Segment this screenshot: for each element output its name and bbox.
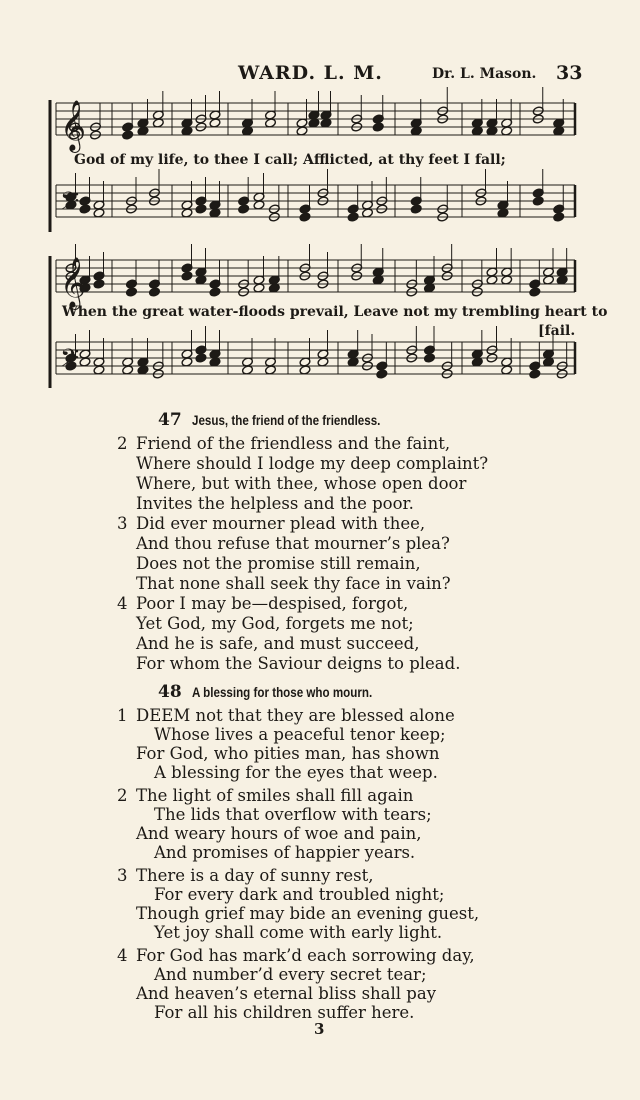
stanza-number: 2 (117, 434, 128, 453)
composer-credit: Dr. L. Mason. (432, 66, 537, 82)
note-head (238, 204, 250, 214)
verse-line: For whom the Saviour deigns to plead. (136, 654, 461, 673)
stanza-number: 1 (117, 706, 128, 725)
lyric-line-2-turnover: [fail. (538, 323, 576, 339)
note-head (126, 287, 138, 297)
verse-line: Where should I lodge my deep complaint? (136, 454, 489, 473)
verse-line: And thou refuse that mourner’s plea? (136, 534, 450, 553)
stanza-number: 4 (117, 946, 128, 965)
verse-line: For all his children suffer here. (154, 1003, 415, 1022)
note-head (424, 353, 436, 363)
hymn-number: 47 (158, 410, 182, 430)
note-head (195, 353, 207, 363)
hymn-number: 48 (158, 682, 182, 702)
note-head (376, 369, 388, 379)
bass-clef-icon: 𝄢 (60, 187, 80, 222)
hymn-heading (158, 682, 401, 702)
note-head (410, 204, 422, 214)
lyric-line-2: When the great water-floods prevail, Leave not my trembling heart to (62, 304, 608, 320)
verse-line: And heaven’s eternal bliss shall pay (136, 984, 437, 1003)
stanza-number: 2 (117, 786, 128, 805)
signature-mark: 3 (314, 1020, 325, 1038)
verse-line: That none shall seek thy face in vain? (136, 574, 451, 593)
stanza-number: 3 (117, 866, 128, 885)
verse-line: Poor I may be—despised, forgot, (136, 594, 409, 613)
verse-line: And promises of happier years. (154, 843, 416, 862)
note-head (529, 287, 541, 297)
note-head (79, 204, 91, 214)
verse-line: And weary hours of woe and pain, (136, 824, 422, 843)
verse-line: Yet joy shall come with early light. (154, 923, 443, 942)
note-head (299, 212, 311, 222)
verse-line: The lids that overflow with tears; (154, 805, 432, 824)
note-head (93, 279, 105, 289)
note-head (181, 271, 193, 281)
verse-line: For God, who pities man, has shown (136, 744, 440, 763)
hymn-title: Jesus, the friend of the friendless. (191, 413, 381, 428)
verse-line: There is a day of sunny rest, (136, 866, 374, 885)
note-head (195, 204, 207, 214)
verse-line: Yet God, my God, forgets me not; (136, 614, 414, 633)
note-head (347, 212, 359, 222)
verse-line: For God has mark’d each sorrowing day, (136, 946, 475, 965)
tune-title: WARD. L. M. (238, 62, 383, 84)
hymn-heading (158, 410, 411, 430)
music-score (0, 0, 640, 400)
stanza-number: 4 (117, 594, 128, 613)
note-head (122, 130, 134, 140)
verse-line: Where, but with thee, whose open door (136, 474, 467, 493)
verse-line: And number’d every secret tear; (154, 965, 427, 984)
note-head (149, 287, 161, 297)
note-head (553, 212, 565, 222)
treble-clef-icon: 𝄞 (60, 257, 87, 308)
verse-line: Whose lives a peaceful tenor keep; (154, 725, 446, 744)
note-head (529, 369, 541, 379)
verse-line: The light of smiles shall fill again (136, 786, 414, 805)
verse-line: Does not the promise still remain, (136, 554, 421, 573)
treble-clef-icon: 𝄞 (60, 100, 87, 151)
verse-line: And he is safe, and must succeed, (136, 634, 420, 653)
stanza-number: 3 (117, 514, 128, 533)
verse-line: Invites the helpless and the poor. (136, 494, 414, 513)
note-head (372, 122, 384, 132)
verse-line: Did ever mourner plead with thee, (136, 514, 426, 533)
lyric-line-1: God of my life, to thee I call; Afflicted, at thy feet I fall; (74, 152, 506, 168)
note-head (532, 196, 544, 206)
verse-line: A blessing for the eyes that weep. (154, 763, 438, 782)
page-number: 33 (556, 62, 583, 84)
hymn-title: A blessing for those who mourn. (191, 685, 372, 700)
bass-clef-icon: 𝄢 (60, 344, 80, 379)
verse-line: Friend of the friendless and the faint, (136, 434, 451, 453)
verse-line: Though grief may bide an evening guest, (136, 904, 480, 923)
verse-line: For every dark and troubled night; (154, 885, 445, 904)
verse-line: DEEM not that they are blessed alone (136, 706, 455, 725)
note-head (209, 287, 221, 297)
